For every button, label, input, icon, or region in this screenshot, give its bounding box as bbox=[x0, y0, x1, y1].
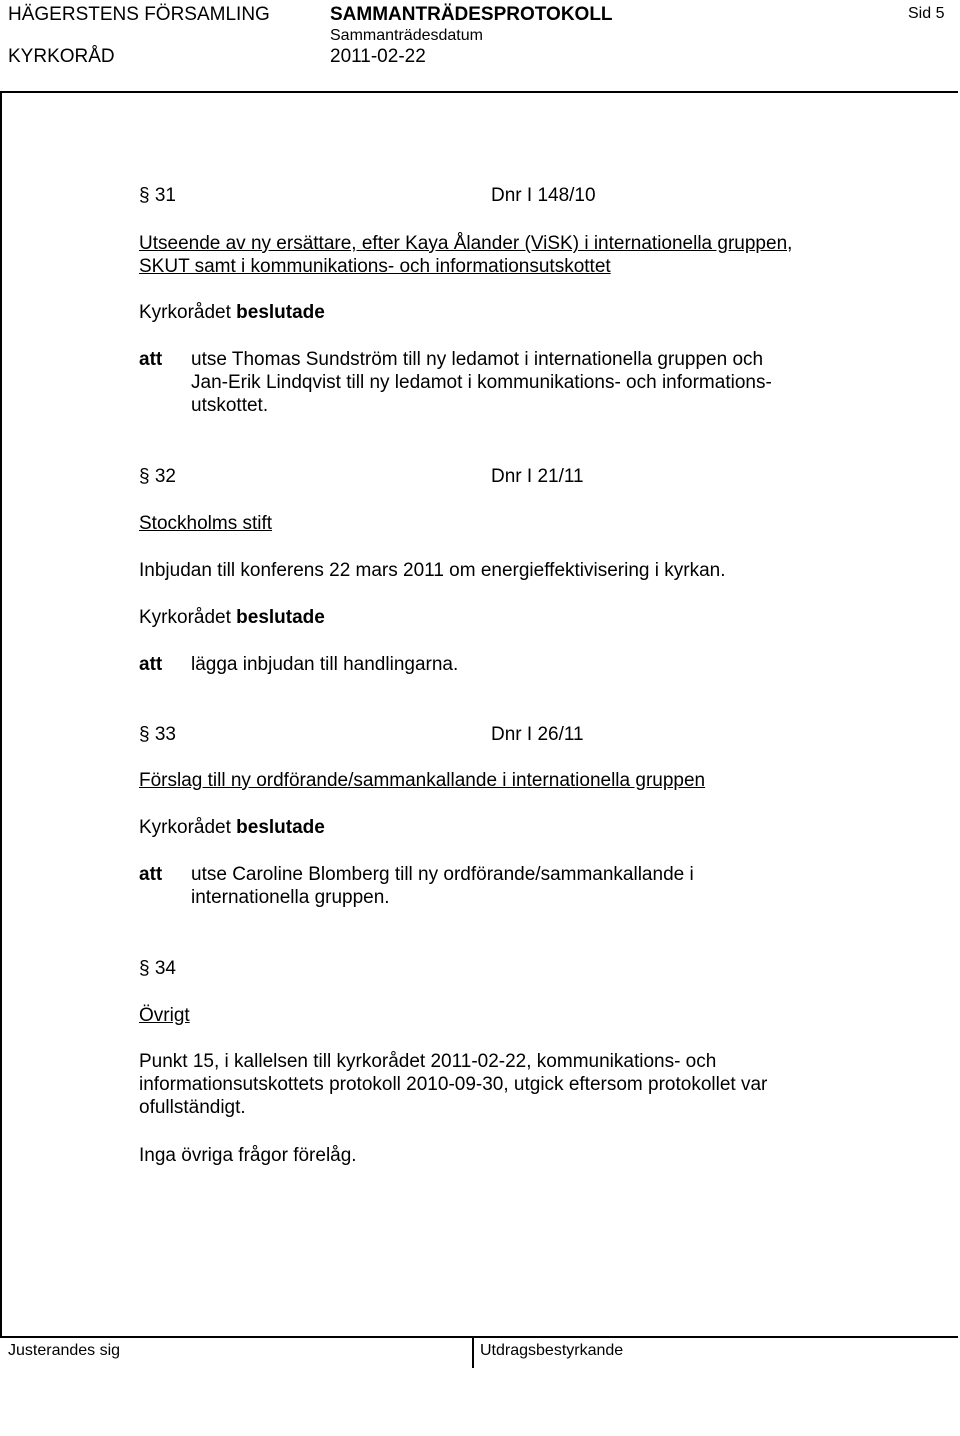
section-32-dnr: Dnr I 21/11 bbox=[491, 466, 584, 487]
footer-rule bbox=[0, 1336, 958, 1338]
section-33-heading bbox=[139, 723, 176, 746]
section-33-decision-line-1: utse Caroline Blomberg till ny ordförande/sammankallande i bbox=[191, 864, 694, 885]
paragraph-number: 31 bbox=[154, 185, 176, 206]
section-symbol: § bbox=[139, 185, 150, 206]
section-symbol: § bbox=[139, 724, 150, 745]
body-name: KYRKORÅD bbox=[8, 46, 115, 67]
section-34-heading bbox=[139, 957, 176, 980]
document-title: SAMMANTRÄDESPROTOKOLL bbox=[330, 4, 613, 25]
paragraph-number: 33 bbox=[154, 724, 176, 745]
section-31-heading bbox=[139, 184, 176, 207]
section-32-att: att bbox=[139, 654, 163, 675]
section-32-body: Inbjudan till konferens 22 mars 2011 om energieffektivisering i kyrkan. bbox=[139, 560, 726, 581]
section-33-title: Förslag till ny ordförande/sammankallande i internationella gruppen bbox=[139, 770, 706, 791]
footer-signature-label: Justerandes sig bbox=[8, 1342, 121, 1359]
paragraph-number: 34 bbox=[154, 958, 176, 979]
section-34-body-line-3: ofullständigt. bbox=[139, 1097, 246, 1118]
section-31-title-line-2: SKUT samt i kommunikations- och informationsutskottet bbox=[139, 256, 611, 277]
paragraph-number: 32 bbox=[154, 466, 176, 487]
section-31-decision-label: Kyrkorådet beslutade bbox=[139, 302, 325, 323]
section-33-dnr: Dnr I 26/11 bbox=[491, 724, 584, 745]
section-33-decision-line-2: internationella gruppen. bbox=[191, 887, 390, 908]
section-34-body-line-2: informationsutskottets protokoll 2010-09-30, utgick eftersom protokollet var bbox=[139, 1074, 768, 1095]
page-number: Sid 5 bbox=[908, 5, 945, 22]
section-31-dnr: Dnr I 148/10 bbox=[491, 185, 596, 206]
section-31-att: att bbox=[139, 349, 163, 370]
section-31-decision-line-3: utskottet. bbox=[191, 395, 269, 416]
section-32-decision: lägga inbjudan till handlingarna. bbox=[191, 654, 459, 675]
date-label: Sammanträdesdatum bbox=[330, 27, 483, 44]
footer-certification-label: Utdragsbestyrkande bbox=[480, 1342, 624, 1359]
section-32-heading bbox=[139, 465, 176, 488]
section-34-title: Övrigt bbox=[139, 1005, 190, 1026]
footer-divider bbox=[472, 1336, 474, 1368]
section-34-body-line-1: Punkt 15, i kallelsen till kyrkorådet 2011-02-22, kommunikations- och bbox=[139, 1051, 717, 1072]
section-32-decision-label: Kyrkorådet beslutade bbox=[139, 607, 325, 628]
section-33-decision-label: Kyrkorådet beslutade bbox=[139, 817, 325, 838]
section-symbol: § bbox=[139, 466, 150, 487]
left-frame-rule bbox=[0, 91, 2, 1336]
section-33-att: att bbox=[139, 864, 163, 885]
section-34-closing: Inga övriga frågor förelåg. bbox=[139, 1145, 357, 1166]
header-rule bbox=[0, 91, 958, 93]
section-31-title-line-1: Utseende av ny ersättare, efter Kaya Ålander (ViSK) i internationella gruppen, bbox=[139, 233, 793, 254]
section-31-decision-line-1: utse Thomas Sundström till ny ledamot i internationella gruppen och bbox=[191, 349, 764, 370]
org-name: HÄGERSTENS FÖRSAMLING bbox=[8, 4, 270, 25]
section-31-decision-line-2: Jan-Erik Lindqvist till ny ledamot i kommunikations- och informations- bbox=[191, 372, 772, 393]
section-symbol: § bbox=[139, 958, 150, 979]
meeting-date: 2011-02-22 bbox=[330, 46, 426, 67]
section-32-title: Stockholms stift bbox=[139, 513, 273, 534]
